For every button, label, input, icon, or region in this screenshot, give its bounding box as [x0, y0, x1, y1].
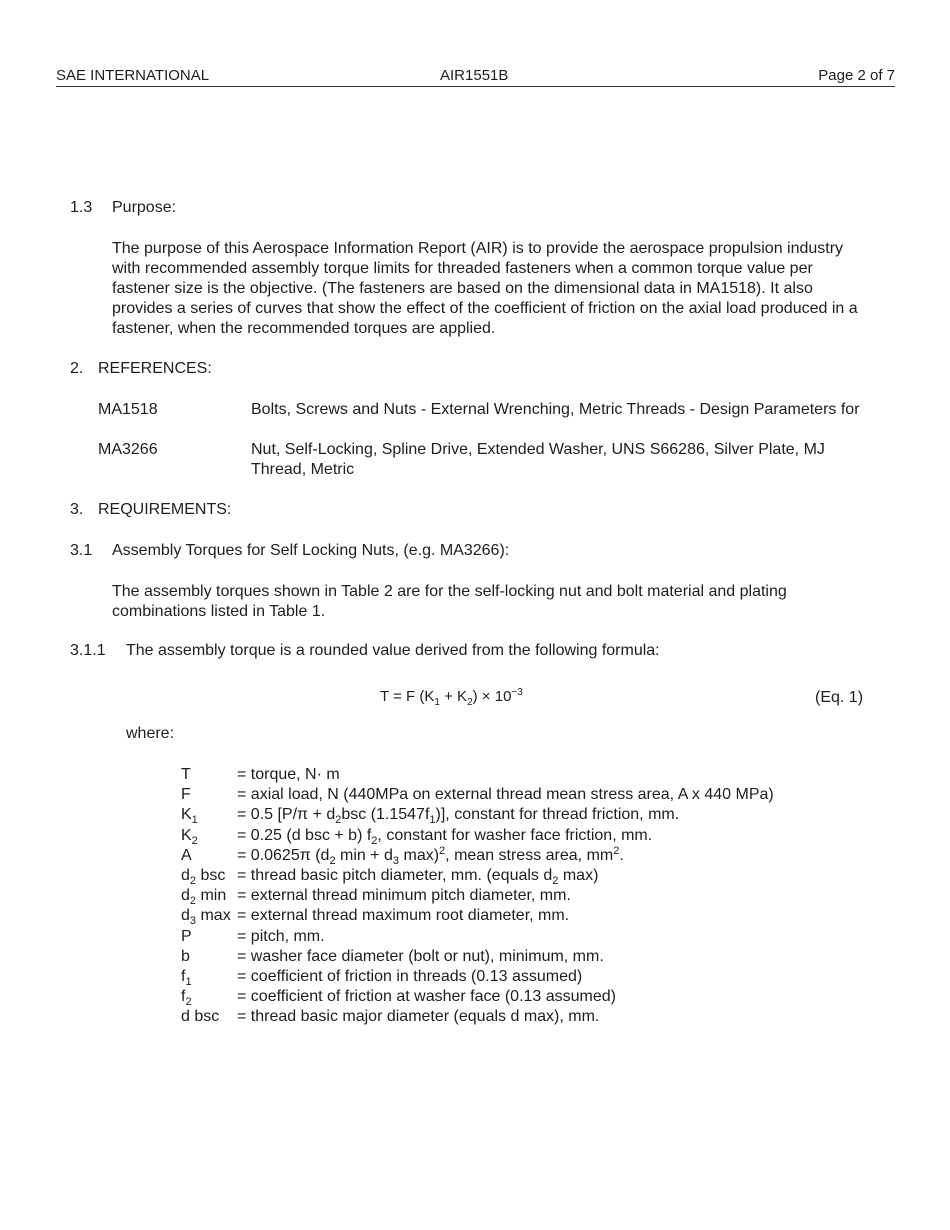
variable-definition: = 0.5 [$P/\pi + d_2bsc$ $(1.1547f_1)$], constant for thread friction, mm.: [237, 806, 680, 827]
page-header: [56, 66, 895, 87]
reference-code: MA1518: [98, 401, 158, 418]
variable-symbol: T: [181, 766, 191, 783]
where-label: where:: [126, 725, 175, 742]
variable-definition: = washer face diameter (bolt or nut), minimum, mm.: [237, 947, 604, 965]
variable-definition: = coefficient of friction at washer face (0.13 assumed): [237, 988, 617, 1006]
variable-symbol: d bsc: [181, 1008, 220, 1026]
variable-definition: = thread basic major diameter (equals d max), mm.: [237, 1008, 600, 1026]
variable-symbol: $f_1$: [181, 967, 192, 988]
section-1-3-body: The purpose of this Aerospace Information Report (AIR) is to provide the aerospace propulsion industry with recommended assembly torque limits for threaded fasteners when a common torque value per fastener size is the objective. (The fasteners are based on the dimensional data in MA1518). It also provides a series of curves that show the effect of the coefficient of friction on the axial load produced in a fastener, when the recommended torques are applied.: [112, 240, 858, 337]
variable-definition: = coefficient of friction in threads (0.13 assumed): [237, 967, 583, 985]
variable-symbol: $d_2$ bsc: [181, 866, 226, 887]
equation-label: (Eq. 1): [815, 689, 864, 706]
variable-definition: = torque, N· m: [237, 766, 340, 783]
header-document-number: AIR1551B: [440, 67, 509, 84]
variable-definition: = axial load, N (440MPa on external thread mean stress area, A x 440 MPa): [237, 786, 774, 804]
section-3-number: 3.: [70, 501, 84, 518]
header-page-number: Page 2 of 7: [818, 67, 895, 84]
section-2-number: 2.: [70, 360, 84, 377]
section-3-1-1-number: 3.1.1: [70, 642, 106, 659]
variable-definition: = external thread maximum root diameter, mm.: [237, 907, 570, 925]
variable-symbol: A: [181, 846, 192, 864]
torque-equation: T = F $(K_1 + K_2) \times 10^{-3}$: [380, 687, 523, 708]
variable-symbol: $d_2$ min: [181, 887, 227, 908]
section-1-3-number: 1.3: [70, 199, 93, 216]
section-3-1-body: The assembly torques shown in Table 2 are for the self-locking nut and bolt material and plating combinations listed in Table 1.: [112, 583, 787, 620]
variable-definition: = 0.25 (d bsc + b) $f_2$, constant for washer face friction, mm.: [237, 826, 653, 847]
variable-symbol: F: [181, 786, 191, 804]
section-3-title: REQUIREMENTS:: [98, 501, 232, 518]
section-1-3-title: Purpose:: [112, 199, 177, 216]
variable-definition: = 0.0625π ($d_2$ $\min + d_3$ max)$^2$, mean stress area, $mm^2$.: [237, 844, 624, 867]
section-3-1-1-text: The assembly torque is a rounded value derived from the following formula:: [126, 642, 660, 659]
reference-code: MA3266: [98, 441, 158, 458]
variable-symbol: $f_2$: [181, 988, 192, 1009]
variable-symbol: $K_2$: [181, 826, 198, 847]
section-2-title: REFERENCES:: [98, 360, 212, 377]
reference-description: Bolts, Screws and Nuts - External Wrenching, Metric Threads - Design Parameters for: [251, 401, 860, 418]
variable-symbol: $K_1$: [181, 806, 198, 827]
variable-symbol: $d_3$ max: [181, 907, 231, 928]
section-3-1-number: 3.1: [70, 542, 93, 559]
variable-symbol: P: [181, 927, 192, 945]
section-3-1-title: Assembly Torques for Self Locking Nuts, (e.g. MA3266):: [112, 542, 510, 559]
variable-definition: = external thread minimum pitch diameter, mm.: [237, 887, 571, 905]
header-organization: SAE INTERNATIONAL: [56, 67, 210, 84]
variable-definition: = pitch, mm.: [237, 927, 325, 945]
reference-description: Nut, Self-Locking, Spline Drive, Extended Washer, UNS S66286, Silver Plate, MJ Thread, Metric: [251, 441, 825, 478]
variable-definition: = thread basic pitch diameter, mm. (equals $d_2$ max): [237, 866, 599, 887]
variable-symbol: b: [181, 947, 190, 965]
